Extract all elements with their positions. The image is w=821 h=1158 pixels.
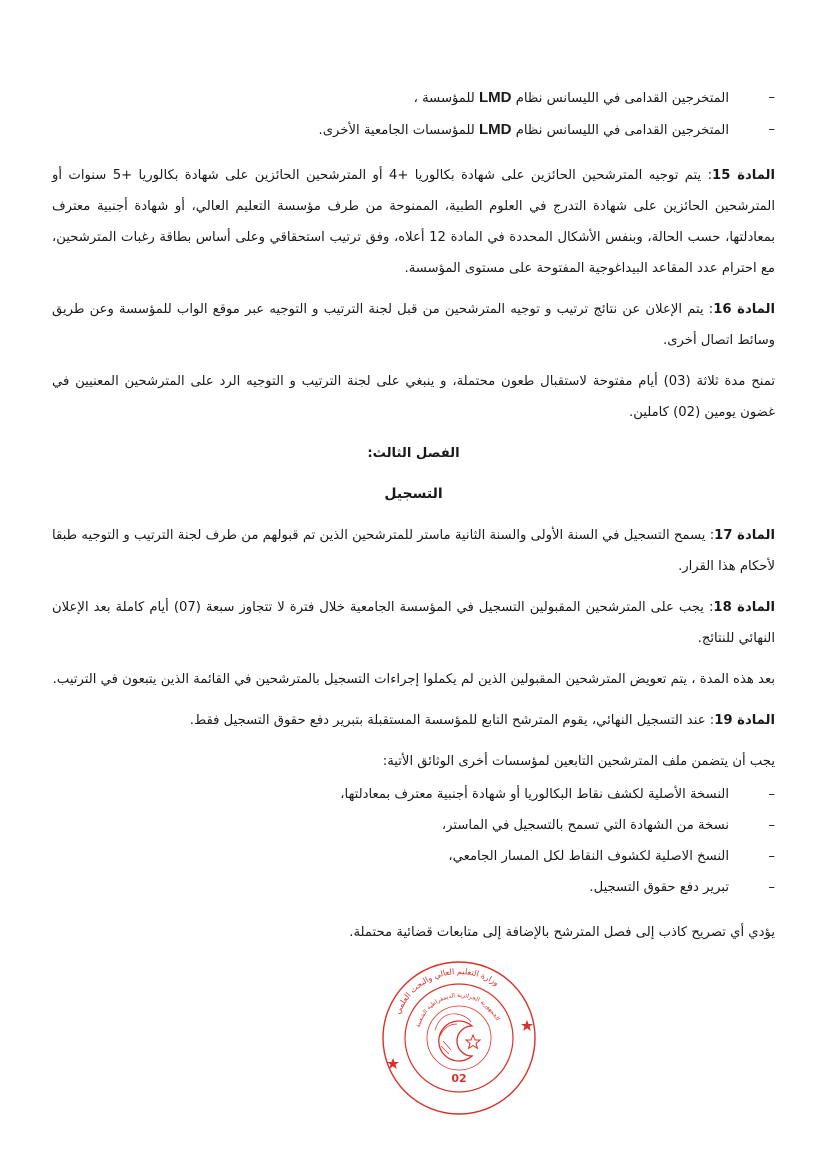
bullet-dash: – (768, 122, 775, 137)
bullet-dash: – (768, 880, 775, 895)
stamp-outer-text: وزارة التعليم العالي والبحث العلمي (392, 966, 500, 1016)
article-text: : يجب على المترشحين المقبولين التسجيل في المؤسسة الجامعية خلال فترة لا تتجاوز سبعة (07) أيام كاملة بعد الإعلان النهائي للنتائج. (52, 600, 775, 646)
article-label: المادة 17 (714, 528, 775, 543)
top-bullet-list (52, 82, 775, 146)
stamp-number: 02 (450, 1072, 467, 1085)
documents-list (52, 779, 775, 903)
bullet-dash: – (768, 849, 775, 864)
stamp-outer-ring (383, 962, 535, 1114)
star-icon (521, 1020, 533, 1031)
paragraph-replacement: بعد هذه المدة ، يتم تعويض المترشحين المقبولين الذين لم يكملوا إجراءات التسجيل بالمترشحين في القائمة الذين يتبعون في الترتيب. (52, 672, 775, 687)
stamp-inner-text: الجمهورية الجزائرية الديمقراطية الشعبية (413, 991, 501, 1029)
bullet-item (52, 114, 775, 146)
documents-intro: يجب أن يتضمن ملف المترشحين التابعين لمؤسسات أخرى الوثائق الأتية: (382, 754, 775, 769)
bullet-dash: – (768, 818, 775, 833)
document-item (52, 872, 775, 903)
chapter-number: الفصل الثالث: (367, 446, 460, 461)
stamp-container (52, 958, 775, 1118)
official-stamp (379, 958, 539, 1118)
document-text: النسخة الأصلية لكشف نقاط البكالوريا أو شهادة أجنبية معترف بمعادلتها، (340, 787, 729, 802)
bullet-content (52, 114, 729, 146)
article-19 (52, 705, 775, 736)
bullet-item (52, 82, 775, 114)
document-item (52, 779, 775, 810)
svg-text:الجمهورية الجزائرية الديمقراطي (414, 992, 501, 1028)
lmd-label: LMD (479, 89, 512, 106)
article-18 (52, 592, 775, 654)
bullet-text-a: المتخرجين القدامى في الليسانس نظام (515, 91, 729, 106)
article-17 (52, 520, 775, 582)
final-statement: يؤدي أي تصريح كاذب إلى فصل المترشح بالإضافة إلى متابعات قضائية محتملة. (349, 925, 775, 940)
chapter-title: التسجيل (384, 486, 443, 502)
article-16 (52, 294, 775, 356)
article-text: : يتم توجيه المترشحين الحائزين على شهادة بكالوريا +4 أو المترشحين الحائزين على شهادة بكالوريا +5 سنوات أو المترشحين الحائزين على شهادة التدرج في العلوم الطبية، الممنوحة من طرف مؤسسة التعليم العالي، أو شهادة أجنبية معترف بمعادلتها، حسب الحالة، وبنفس الأشكال المحددة في المادة 12 أعلاه، وفق ترتيب استحقاقي وعلى أساس بطاقة رغبات المترشحين، مع احترام عدد المقاعد البيداغوجية المفتوحة على مستوى المؤسسة. (52, 168, 775, 276)
article-label: المادة 18 (713, 600, 775, 615)
bullet-text-b: للمؤسسات الجامعية الأخرى. (318, 123, 475, 138)
star-icon (466, 1035, 480, 1049)
bullet-dash: – (768, 787, 775, 802)
bullet-text-b: للمؤسسة ، (413, 91, 475, 106)
article-15 (52, 160, 775, 284)
bullet-dash: – (768, 90, 775, 105)
document-text: نسخة من الشهادة التي تسمح بالتسجيل في الماستر، (441, 818, 729, 833)
article-label: المادة 19 (714, 713, 775, 728)
paragraph-appeals: تمنح مدة ثلاثة (03) أيام مفتوحة لاستقبال طعون محتملة، و ينبغي على لجنة الترتيب و التوجيه الرد على المترشحين المعنيين في غضون يومين (02) كاملين. (52, 374, 775, 420)
bullet-text-a: المتخرجين القدامى في الليسانس نظام (515, 123, 729, 138)
lmd-label: LMD (479, 121, 512, 138)
document-item (52, 841, 775, 872)
article-label: المادة 15 (712, 168, 776, 183)
document-item (52, 810, 775, 841)
article-label: المادة 16 (713, 302, 775, 317)
document-text: تبرير دفع حقوق التسجيل. (589, 880, 729, 895)
article-text: : عند التسجيل النهائي، يقوم المترشح التابع للمؤسسة المستقبلة بتبرير دفع حقوق التسجيل فقط. (189, 713, 715, 728)
bullet-content (52, 82, 729, 114)
article-text: : يتم الإعلان عن نتائج ترتيب و توجيه المترشحين من قبل لجنة الترتيب و التوجيه عبر موقع الواب للمؤسسة وعن طريق وسائط اتصال أخرى. (52, 302, 775, 348)
document-text: النسخ الاصلية لكشوف النقاط لكل المسار الجامعي، (448, 849, 729, 864)
article-text: : يسمح التسجيل في السنة الأولى والسنة الثانية ماستر للمترشحين الذين تم قبولهم من طرف لجنة الترتيب و التوجيه طبقا لأحكام هذا القرار. (52, 528, 775, 574)
